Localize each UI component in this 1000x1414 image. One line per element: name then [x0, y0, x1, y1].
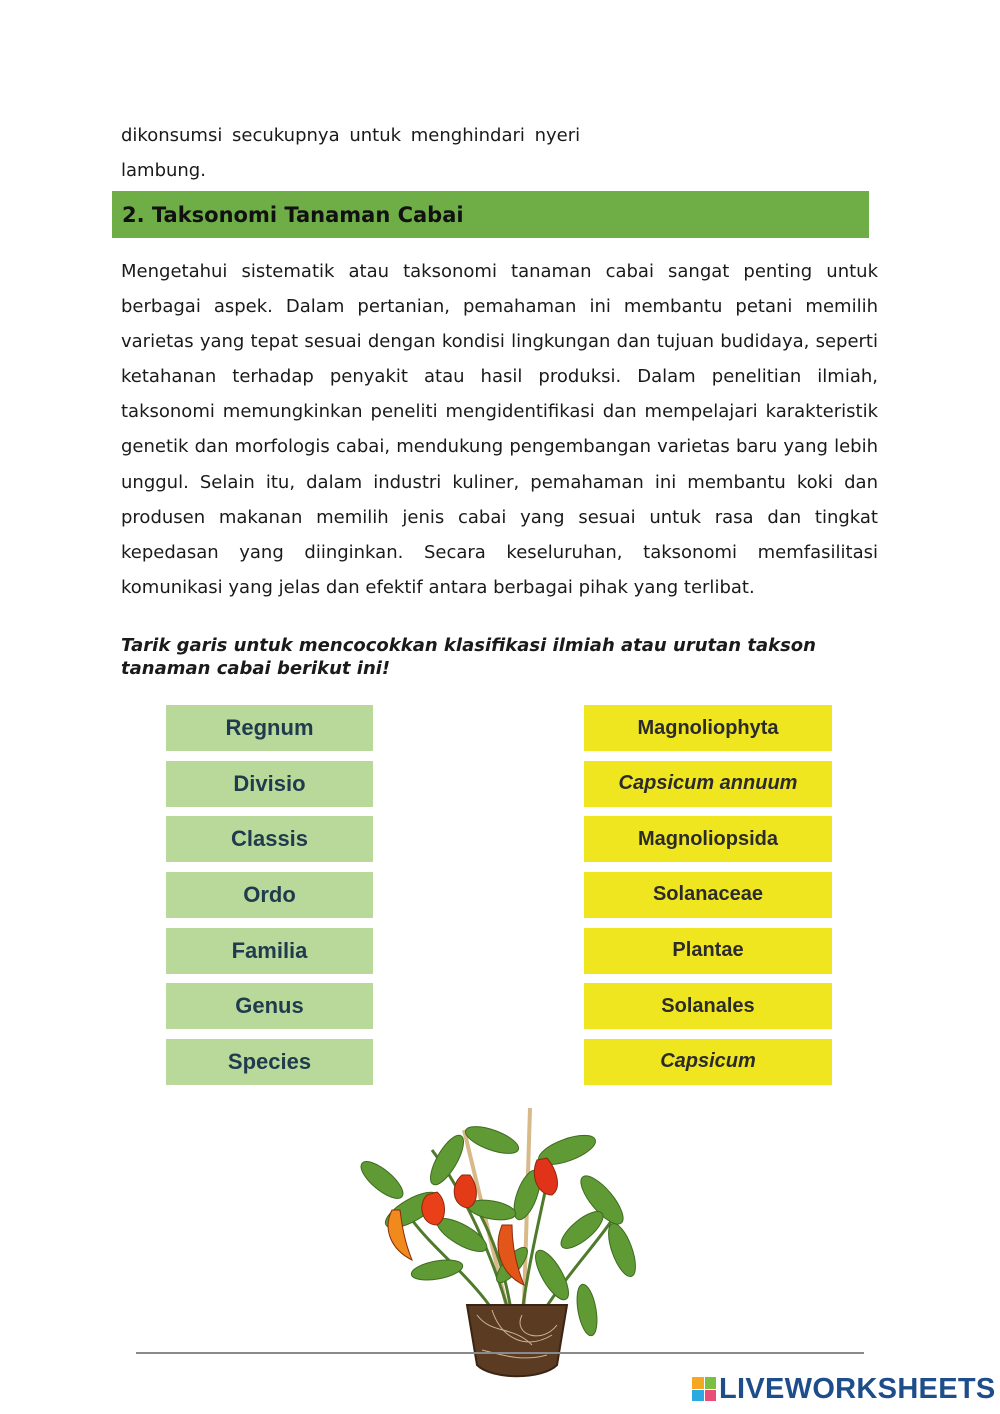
logo-tile-1 — [692, 1377, 704, 1389]
section-heading: 2. Taksonomi Tanaman Cabai — [112, 191, 869, 238]
logo-tile-2 — [705, 1377, 717, 1389]
rank-box-regnum[interactable]: Regnum — [166, 705, 373, 751]
liveworksheets-brand[interactable] — [692, 1374, 996, 1404]
instruction-text: Tarik garis untuk mencocokkan klasifikasi ilmiah atau urutan takson tanaman cabai berikut ini! — [121, 635, 816, 679]
taxon-box-magnoliophyta[interactable]: Magnoliophyta — [584, 705, 832, 751]
taxon-box-solanales[interactable]: Solanales — [584, 983, 832, 1029]
taxon-box-capsicum-annuum[interactable]: Capsicum annuum — [584, 761, 832, 807]
liveworksheets-logo-icon — [692, 1377, 716, 1401]
intro-line-1: dikonsumsi secukupnya untuk menghindari nyeri — [121, 125, 581, 146]
intro-line-2: lambung. — [121, 160, 206, 181]
taxon-column — [584, 705, 832, 1095]
body-paragraph: Mengetahui sistematik atau taksonomi tanaman cabai sangat penting untuk berbagai aspek. Dalam pertanian, pemahaman ini membantu petani memilih varietas yang tepat sesuai dengan kondisi lingkungan dan tujuan budidaya, seperti ketahanan terhadap penyakit atau hasil produksi. Dalam penelitian ilmiah, taksonomi memungkinkan peneliti mengidentifikasi dan mempelajari karakteristik genetik dan morfologis cabai, mendukung pengembangan varietas baru yang lebih unggul. Selain itu, dalam industri kuliner, pemahaman ini membantu koki dan produsen makanan memilih jenis cabai yang sesuai untuk rasa dan tingkat kepedasan yang diinginkan. Secara keseluruhan, taksonomi memfasilitasi komunikasi yang jelas dan efektif antara berbagai pihak yang terlibat. — [121, 261, 878, 598]
taxon-box-magnoliopsida[interactable]: Magnoliopsida — [584, 816, 832, 862]
taxon-box-solanaceae[interactable]: Solanaceae — [584, 872, 832, 918]
rank-column — [166, 705, 373, 1095]
brand-name: LIVEWORKSHEETS — [719, 1372, 996, 1405]
rank-box-ordo[interactable]: Ordo — [166, 872, 373, 918]
rank-box-species[interactable]: Species — [166, 1039, 373, 1085]
logo-tile-3 — [692, 1390, 704, 1402]
taxon-box-plantae[interactable]: Plantae — [584, 928, 832, 974]
rank-box-genus[interactable]: Genus — [166, 983, 373, 1029]
chili-plant-icon — [352, 1100, 652, 1390]
logo-tile-4 — [705, 1390, 717, 1402]
rank-box-divisio[interactable]: Divisio — [166, 761, 373, 807]
rank-box-classis[interactable]: Classis — [166, 816, 373, 862]
taxon-box-capsicum[interactable]: Capsicum — [584, 1039, 832, 1085]
rank-box-familia[interactable]: Familia — [166, 928, 373, 974]
footer-divider — [136, 1352, 864, 1354]
intro-text — [121, 118, 591, 188]
